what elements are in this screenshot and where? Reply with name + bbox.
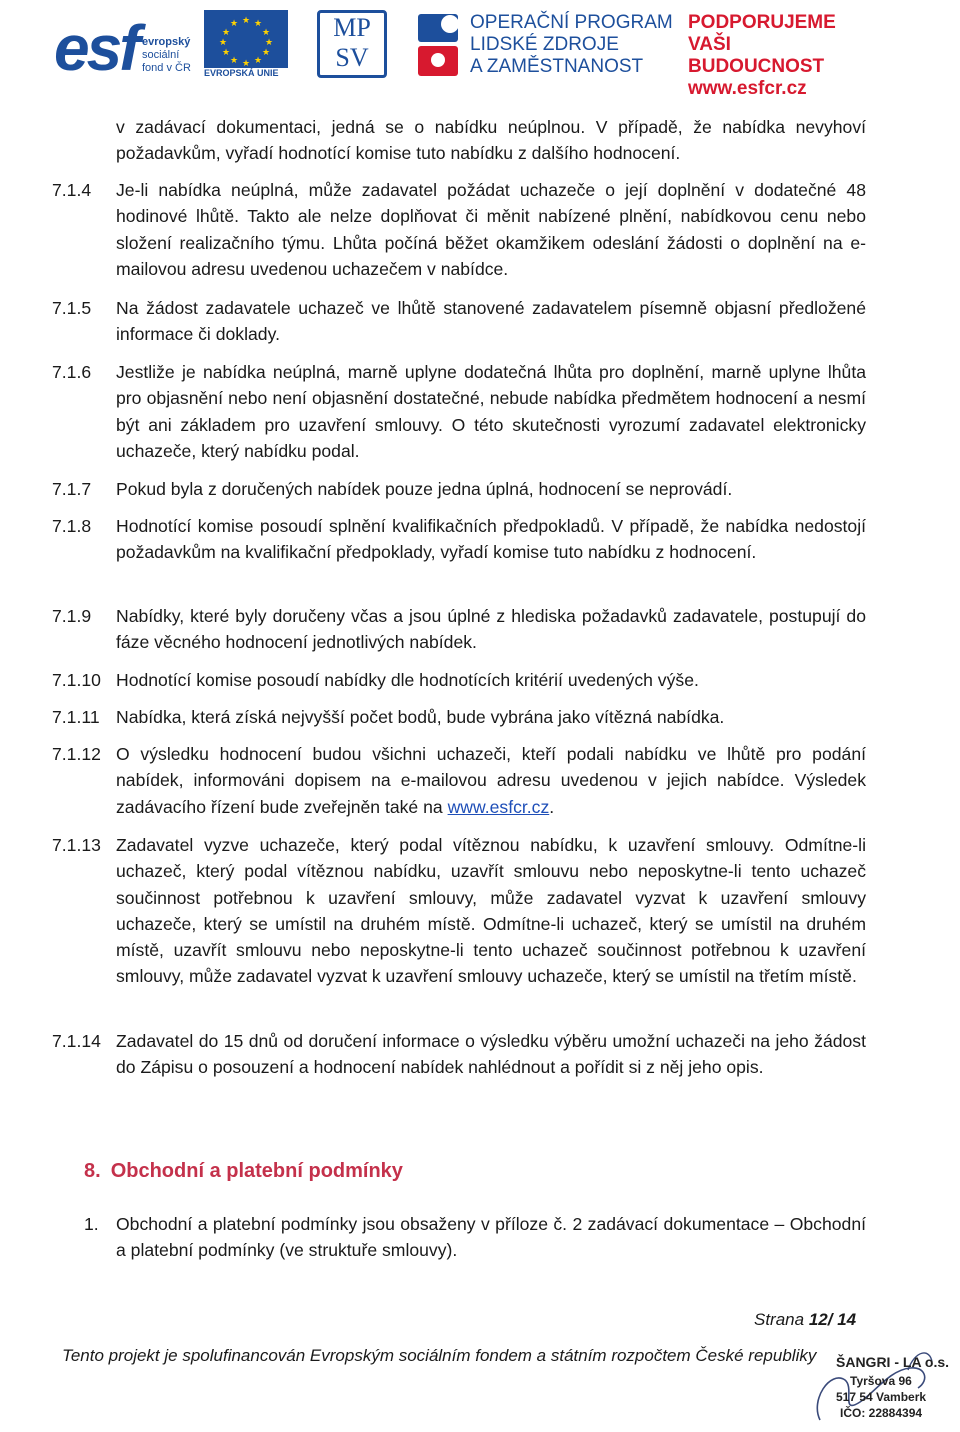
clause-number: 7.1.7 <box>52 479 92 499</box>
stamp-org-name: ŠANGRI - LA o.s. <box>836 1354 950 1370</box>
clause-number: 7.1.11 <box>52 707 100 727</box>
clause-number: 7.1.13 <box>52 835 101 855</box>
clause-number: 7.1.9 <box>52 606 92 626</box>
section-8-item-1: Obchodní a platební podmínky jsou obsaženy v příloze č. 2 zadávací dokumentace – Obchodní a platební podmínky (ve struktuře smlouvy). <box>116 1214 866 1261</box>
op-line-3: A ZAMĚSTNANOST <box>470 56 644 77</box>
support-line-2: VAŠI BUDOUCNOST <box>688 34 825 77</box>
clause-7-1-6: Jestliže je nabídka neúplná, marně uplyne dodatečná lhůta pro doplnění, marně uplyne lhůta pro objasnění nebo není objasnění dostatečné, nebude nabídka předmětem hodnocení a nesmí být ani základem pro uzavření smlouvy. O této skutečnosti vyrozumí zadavatel elektronicky uchazeče, který nabídku podal. <box>116 362 866 461</box>
section-8-title: Obchodní a platební podmínky <box>110 1160 403 1182</box>
section-8-heading <box>84 1157 403 1185</box>
support-url: www.esfcr.cz <box>688 78 807 99</box>
clause-7-1-7: Pokud byla z doručených nabídek pouze jedna úplná, hodnocení se neprovádí. <box>116 479 733 499</box>
clause-number: 7.1.8 <box>52 516 92 536</box>
intro-paragraph: v zadávací dokumentaci, jedná se o nabídku neúplnou. V případě, že nabídka nevyhoví požadavkům, vyřadí hodnotící komise tuto nabídku z dalšího hodnocení. <box>116 117 866 164</box>
esf-text-line-1: evropský <box>142 36 191 48</box>
header-logo-band <box>52 8 862 99</box>
section-8-number: 8. <box>84 1160 101 1182</box>
organization-stamp <box>800 1340 960 1432</box>
clause-number: 7.1.4 <box>52 180 92 200</box>
clause-number: 7.1.12 <box>52 744 101 764</box>
puzzle-icon <box>414 10 462 80</box>
clause-7-1-10: Hodnotící komise posoudí nabídky dle hodnotících kritérií uvedených výše. <box>116 670 699 690</box>
clause-number: 7.1.10 <box>52 670 101 690</box>
clause-7-1-13: Zadavatel vyzve uchazeče, který podal vítěznou nabídku, k uzavření smlouvy. Odmítne-li uchazeč, který podal vítěznou nabídku, uzavřít smlouvu nebo neposkytne-li tento uchazeč součinnost potřebnou k uzavření smlouvy, může zadavatel vyzvat k uzavření smlouvy uchazeče, který se umístil na druhém místě. Odmítne-li uchazeč, který se umístil na druhém místě, uzavřít smlouvu nebo neposkytne-li tento uchazeč součinnost potřebnou k uzavření smlouvy, může zadavatel vyzvat k uzavření smlouvy uchazeče, který se umístil na třetím místě. <box>116 835 866 987</box>
page-separator: / <box>827 1310 838 1329</box>
page-total: 14 <box>837 1310 857 1329</box>
support-slogan <box>688 12 862 100</box>
esf-logo-letters: esf <box>54 12 138 84</box>
list-item-number: 1. <box>84 1214 99 1234</box>
esfcr-link[interactable]: www.esfcr.cz <box>447 796 550 817</box>
stamp-ico: IČO: 22884394 <box>840 1406 923 1420</box>
op-program-title <box>470 12 673 78</box>
eu-caption: EVROPSKÁ UNIE <box>204 68 279 78</box>
esf-text-line-2: sociální <box>142 49 180 61</box>
clause-7-1-5: Na žádost zadavatele uchazeč ve lhůtě stanovené zadavatelem písemně objasní předložené informace či doklady. <box>116 298 866 345</box>
clause-7-1-11: Nabídka, která získá nejvyšší počet bodů, bude vybrána jako vítězná nabídka. <box>116 707 725 727</box>
mpsv-logo <box>317 10 387 78</box>
page-prefix: Strana <box>754 1310 809 1329</box>
clause-number: 7.1.14 <box>52 1031 101 1051</box>
mpsv-top: MP <box>333 13 371 42</box>
clause-7-1-12-end: . <box>549 796 555 817</box>
clause-7-1-14: Zadavatel do 15 dnů od doručení informace o výsledku výběru umožní uchazeči na jeho žádost do Zápisu o posouzení a hodnocení nabídek nahlédnout a pořídit si z něj jeho opis. <box>116 1031 866 1078</box>
eu-flag-icon: ★ ★ ★ ★ ★ ★ ★ ★ ★ ★ ★ ★ <box>204 10 288 68</box>
clause-number: 7.1.5 <box>52 298 92 318</box>
page-current: 12 <box>808 1310 828 1329</box>
clause-7-1-4: Je-li nabídka neúplná, může zadavatel požádat uchazeče o její doplnění v dodatečné 48 hodinové lhůtě. Takto ale nelze doplňovat či měnit nabízené plnění, nabídkovou cenu nebo složení realizačního týmu. Lhůta počíná běžet okamžikem odeslání žádosti o doplnění na e-mailovou adresu uvedenou uchazečem v nabídce. <box>116 180 866 279</box>
clause-7-1-12-text: O výsledku hodnocení budou všichni uchazeči, kteří podali nabídku ve lhůtě pro podání nabídek, informováni dopisem na e-mailovou adresu uvedenou v jejich nabídce. Výsledek zadávacího řízení bude zveřejněn také na <box>116 744 866 817</box>
esf-logo-text <box>142 36 191 75</box>
esf-text-line-3: fond v ČR <box>142 62 191 74</box>
stamp-street: Tyršova 96 <box>850 1374 912 1388</box>
clause-7-1-9: Nabídky, které byly doručeny včas a jsou úplné z hlediska požadavků zadavatele, postupují do fáze věcného hodnocení jednotlivých nabídek. <box>116 606 866 653</box>
footer-funding-note: Tento projekt je spolufinancován Evropským sociálním fondem a státním rozpočtem České republiky <box>62 1346 817 1365</box>
stamp-city: 517 54 Vamberk <box>836 1390 927 1404</box>
mpsv-bottom: SV <box>335 43 369 72</box>
support-line-1: PODPORUJEME <box>688 12 836 33</box>
clause-7-1-8: Hodnotící komise posoudí splnění kvalifikačních předpokladů. V případě, že nabídka nedostojí požadavkům na kvalifikační předpoklady, vyřadí komise tuto nabídku z hodnocení. <box>116 516 866 563</box>
page-number <box>754 1308 856 1332</box>
clause-7-1-12 <box>116 741 866 820</box>
op-line-2: LIDSKÉ ZDROJE <box>470 34 619 55</box>
clause-number: 7.1.6 <box>52 362 92 382</box>
op-line-1: OPERAČNÍ PROGRAM <box>470 12 673 33</box>
